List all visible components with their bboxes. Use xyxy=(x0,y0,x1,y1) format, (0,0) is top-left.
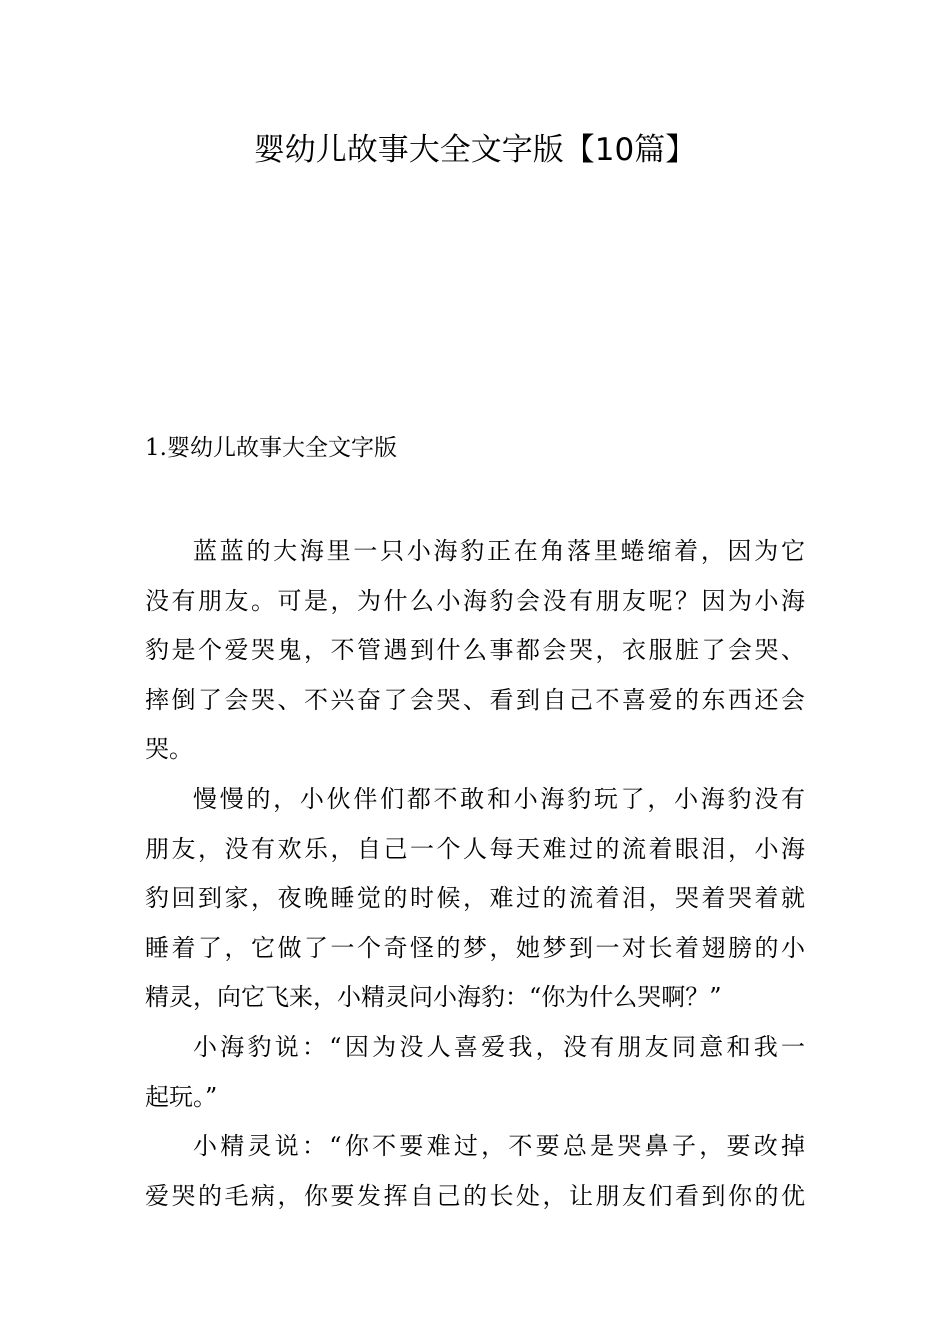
paragraph-3 xyxy=(145,1023,805,1122)
text-line: 慢慢的，小伙伴们都不敢和小海豹玩了，小海豹没有 xyxy=(193,784,805,813)
paragraph-2 xyxy=(145,775,805,1023)
text-line: 精灵，向它飞来，小精灵问小海豹：“你为什么哭啊？” xyxy=(145,983,722,1012)
section-heading: 1.婴幼儿故事大全文字版 xyxy=(145,435,397,461)
paragraph-4 xyxy=(145,1122,805,1221)
text-line: 没有朋友。可是，为什么小海豹会没有朋友呢？因为小海 xyxy=(145,586,805,615)
text-line: 睡着了，它做了一个奇怪的梦，她梦到一对长着翅膀的小 xyxy=(145,933,805,962)
story-body xyxy=(145,527,805,1221)
text-line: 爱哭的毛病，你要发挥自己的长处，让朋友们看到你的优 xyxy=(145,1181,805,1210)
text-line: 朋友，没有欢乐，自己一个人每天难过的流着眼泪，小海 xyxy=(145,834,805,863)
text-line: 豹回到家，夜晚睡觉的时候，难过的流着泪，哭着哭着就 xyxy=(145,884,805,913)
paragraph-1 xyxy=(145,527,805,775)
text-line: 小精灵说：“你不要难过，不要总是哭鼻子，要改掉 xyxy=(193,1132,805,1161)
text-line: 摔倒了会哭、不兴奋了会哭、看到自己不喜爱的东西还会 xyxy=(145,685,805,714)
document-title: 婴幼儿故事大全文字版【10篇】 xyxy=(253,132,697,168)
text-line: 豹是个爱哭鬼，不管遇到什么事都会哭，衣服脏了会哭、 xyxy=(145,636,805,665)
text-line: 小海豹说：“因为没人喜爱我，没有朋友同意和我一 xyxy=(193,1032,805,1061)
text-line: 哭。 xyxy=(145,735,193,764)
text-line: 起玩。” xyxy=(145,1082,218,1111)
text-line: 蓝蓝的大海里一只小海豹正在角落里蜷缩着，因为它 xyxy=(193,537,805,565)
